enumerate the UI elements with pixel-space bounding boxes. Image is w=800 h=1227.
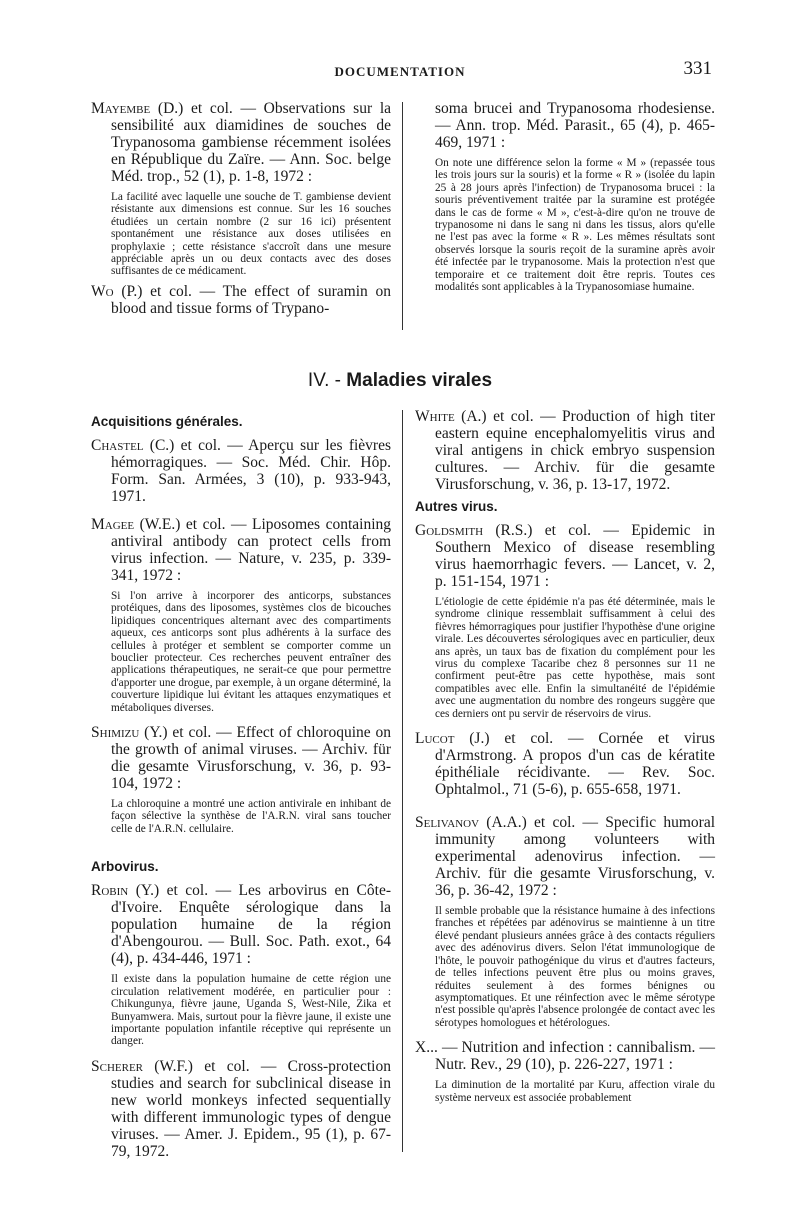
citation: et col. — The effect of suramin on blood and tissue forms of Trypano- — [111, 282, 391, 317]
author: X... — [415, 1039, 438, 1057]
citation: et col. — Cornée et virus d'Armstrong. A propos d'un cas de kératite épithéliale récidivante. — Rev. Soc. Ophtalmol., 71 (5-6), p. 655-658, 1971. — [435, 730, 715, 799]
reference-robin — [91, 882, 391, 967]
citation: et col. — Les arbovirus en Côte-d'Ivoire. Enquête sérologique dans la population humaine de la région d'Abengourou. — Bull. Soc. Path. exot., 64 (4), p. 434-446, 1971 : — [111, 882, 391, 968]
citation: et col. — Effect of chloroquine on the growth of animal viruses. — Archiv. für die gesamte Virusforschung, v. 36, p. 93-104, 1972 : — [111, 724, 391, 793]
abstract: On note une différence selon la forme « M » (repassée tous les trois jours sur la souris) et la forme « R » (isolée du lapin 25 à 28 jours après l'infection) de Trypanosoma brucei : la souris préventivement traitée par la suramine est protégée dans le cas de forme « M », c'est-à-dire qu'on ne trouve de trypanosome ni dans le sang ni dans les tissus, alors qu'elle ne l'est pas avec la forme « R ». Les mêmes résultats sont observés lorsque la souris reçoit de la suramine après avoir été infectée par le trypanosome. Mais la protection n'est que temporaire et ce traitement doit être repris. Toutes ces modalités sont applicables à la Trypanosomiase humaine. — [435, 157, 715, 294]
author: Lucot (J.) — [415, 730, 490, 748]
subheading: Acquisitions générales. — [91, 414, 243, 429]
abstract: Il semble probable que la résistance humaine à des infections franches et répétées par adénovirus se maintienne à un titre élevé pendant plusieurs années grâce à des contacts réguliers avec des adénovirus divers. Selon l'état immunologique de l'hôte, le pouvoir pathogénique du virus et d'autres facteurs, de telles infections peuvent être plus ou moins graves, réduites seulement à des formes bénignes ou asymptomatiques. Et une réinfection avec le même sérotype n'est possible qu'après l'absence prolongée de contact avec les sérotypes homologues et hétérologues. — [435, 905, 715, 1029]
subheading: Arbovirus. — [91, 859, 159, 875]
reference-mayembe — [91, 100, 391, 185]
citation: et col. — Aperçu sur les fièvres hémorragiques. — Soc. Méd. Chir. Hôp. Form. San. Armées, 3 (10), p. 933-943, 1971. — [111, 437, 391, 505]
column-divider — [402, 102, 403, 330]
author: Wo (P.) — [91, 282, 143, 300]
author: Robin (Y.) — [91, 882, 160, 900]
reference-goldsmith — [415, 522, 715, 590]
section-heading — [0, 370, 800, 392]
page-number: 331 — [683, 58, 712, 79]
column-divider — [402, 410, 403, 1152]
citation: — Nutrition and infection : cannibalism. — Nutr. Rev., 29 (10), p. 226-227, 1971 : — [435, 1039, 715, 1074]
abstract: La diminution de la mortalité par Kuru, affection virale du système nerveux est associée probablement — [435, 1079, 715, 1104]
citation: et col. — Liposomes containing antiviral antibody can protect cells from virus infection. — Nature, v. 235, p. 339-341, 1972 : — [111, 516, 391, 584]
top-right-column — [415, 100, 715, 293]
citation: et col. — Epidemic in Southern Mexico of disease resembling virus haemorrhagic fevers. — Lancet, v. 2, p. 151-154, 1971 : — [435, 522, 715, 590]
reference-wo — [91, 283, 391, 317]
citation: et col. — Specific humoral immunity among volunteers with experimental adenovirus infection. — Archiv. für die gesamte Virusforschung, v. 36, p. 36-42, 1972 : — [435, 814, 715, 900]
abstract: La facilité avec laquelle une souche de T. gambiense devient résistante aux dimensions est connue. Sur les 16 souches étudiées un certain nombre (2 sur 16 ici) présentent spontanément une résistance aux doses utilisées en prophylaxie ; cette résistance s'accroît dans une mesure appréciable après un ou deux contacts avec des doses suffisantes de ce médicament. — [111, 191, 391, 278]
citation: et col. — Observations sur la sensibilité aux diamidines de souches de Trypanosoma gambiense récemment isolées en République du Zaïre. — Ann. Soc. belge Méd. trop., 52 (1), p. 1-8, 1972 : — [111, 100, 392, 185]
reference-scherer — [91, 1058, 391, 1160]
reference-chastel — [91, 437, 391, 505]
reference-white — [415, 408, 715, 493]
author: Scherer (W.F.) — [91, 1057, 193, 1075]
abstract: La chloroquine a montré une action antivirale en inhibant de façon sélective la synthèse de l'A.R.N. viral sans toucher celle de l'A.R.N. cellulaire. — [111, 798, 391, 835]
reference-x — [415, 1039, 715, 1073]
reference-wo-continued: soma brucei and Trypanosoma rhodesiense. — Ann. trop. Méd. Parasit., 65 (4), p. 465-469, 1971 : — [435, 100, 715, 151]
subheading: Autres virus. — [415, 499, 498, 514]
author: Chastel (C.) — [91, 437, 175, 454]
citation: et col. — Cross-protection studies and search for subclinical disease in new world monkeys infected sequentially with different immunologic types of dengue viruses. — Amer. J. Epidem., 95 (1), p. 67-79, 1972. — [111, 1057, 391, 1160]
author: Magee (W.E.) — [91, 516, 181, 533]
bottom-right-column — [415, 408, 715, 1104]
reference-selivanov — [415, 814, 715, 899]
author: Shimizu (Y.) — [91, 724, 168, 742]
abstract: Il existe dans la population humaine de cette région une circulation relativement modérée, en particulier pour : Chikungunya, fièvre jaune, Uganda S, West-Nile, Zika et Bunyamwera. Mais, surtout pour la fièvre jaune, il existe une importante population infantile réceptive qui représente un danger. — [111, 973, 391, 1048]
author: Goldsmith (R.S.) — [415, 522, 533, 539]
running-header: DOCUMENTATION — [334, 64, 466, 79]
author: White (A.) — [415, 408, 487, 425]
citation: et col. — Production of high titer eastern equine encephalomyelitis virus and viral antigens in chick embryo suspension cultures. — Archiv. für die gesamte Virusforschung, v. 36, p. 13-17, 1972. — [435, 408, 716, 493]
reference-magee — [91, 516, 391, 584]
author: Selivanov (A.A.) — [415, 814, 527, 832]
reference-shimizu — [91, 724, 391, 792]
section-title: Maladies virales — [346, 370, 493, 391]
author: Mayembe (D.) — [91, 100, 184, 117]
top-left-column — [91, 100, 391, 323]
section-number: IV. - — [307, 370, 347, 391]
abstract: L'étiologie de cette épidémie n'a pas été déterminée, mais le syndrome clinique ressemblait suffisamment à celui des fièvres hémorragiques pour justifier l'hypothèse d'une origine virale. Les découvertes sérologiques avec en particulier, deux ans après, un taux bas de fixation du complément pour les virus du complexe Tacaribe chez 8 personnes sur 11 ne confirment peut-être pas cette hypothèse, mais sont compatibles avec elle. Enfin la simultanéité de l'épidémie avec une augmentation du nombre des rongeurs suggère que ces derniers ont pu servir de réservoirs de virus. — [435, 596, 715, 720]
reference-lucot — [415, 730, 715, 798]
abstract: Si l'on arrive à incorporer des anticorps, substances protéiques, dans des liposomes, systèmes clos de bicouches lipidiques concentriques alternant avec des compartiments aqueux, ces anticorps sont plus adhérents à la surface des cellules à protéger et semblent se comporter comme un bouclier protecteur. Ces recherches peuvent entraîner des applications thérapeutiques, ne serait-ce que pour permettre d'apporter une drogue, par exemple, à un organe déterminé, la couverture lipidique lui évitant les attaques enzymatiques et métaboliques diverses. — [111, 590, 391, 714]
bottom-left-column — [91, 408, 391, 1166]
